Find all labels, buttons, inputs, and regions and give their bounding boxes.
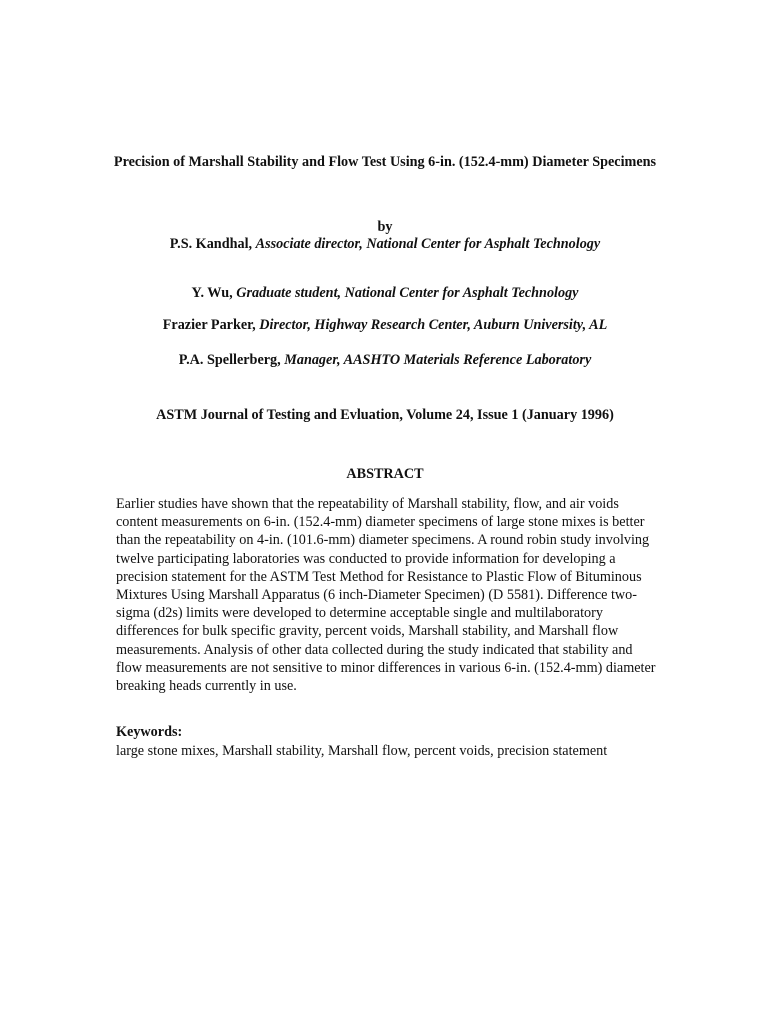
- author-affiliation: Director, Highway Research Center, Auburn University, AL: [259, 317, 608, 333]
- author-name: P.A. Spellerberg,: [178, 352, 281, 368]
- author-1: [110, 236, 660, 253]
- author-affiliation: Graduate student, National Center for Asphalt Technology: [236, 285, 579, 301]
- author-affiliation: Associate director, National Center for Asphalt Technology: [255, 236, 601, 252]
- abstract-heading: ABSTRACT: [346, 466, 424, 482]
- paper-title: Precision of Marshall Stability and Flow Test Using 6-in. (152.4-mm) Diameter Specimens: [113, 154, 657, 170]
- journal-citation: ASTM Journal of Testing and Evluation, Volume 24, Issue 1 (January 1996): [156, 407, 614, 423]
- author-name: Y. Wu,: [191, 285, 233, 301]
- author-affiliation: Manager, AASHTO Materials Reference Laboratory: [284, 352, 592, 368]
- author-name: P.S. Kandhal,: [169, 236, 253, 252]
- byline-label: by: [377, 219, 393, 235]
- author-name: Frazier Parker,: [162, 317, 256, 333]
- author-3: [110, 317, 660, 334]
- keywords-heading: Keywords:: [116, 724, 183, 740]
- abstract-text: Earlier studies have shown that the repeatability of Marshall stability, flow, and air voids content measurements on 6-in. (152.4-mm) diameter specimens of large stone mixes is better than the repeatability on 4-in. (101.6-mm) diameter specimens. A round robin study involving twelve participating laboratories was conducted to provide information for developing a precision statement for the ASTM Test Method for Resistance to Plastic Flow of Bituminous Mixtures Using Marshall Apparatus (6 inch-Diameter Specimen) (D 5581). Difference two-sigma (d2s) limits were developed to determine acceptable single and multilaboratory differences for bulk specific gravity, percent voids, Marshall stability, and Marshall flow measurements. Analysis of other data collected during the study indicated that stability and flow measurements are not sensitive to minor differences in various 6-in. (152.4-mm) diameter breaking heads currently in use.: [116, 496, 656, 695]
- author-4: [110, 352, 660, 369]
- keywords-text: large stone mixes, Marshall stability, Marshall flow, percent voids, precision statement: [116, 743, 608, 759]
- author-2: [110, 285, 660, 302]
